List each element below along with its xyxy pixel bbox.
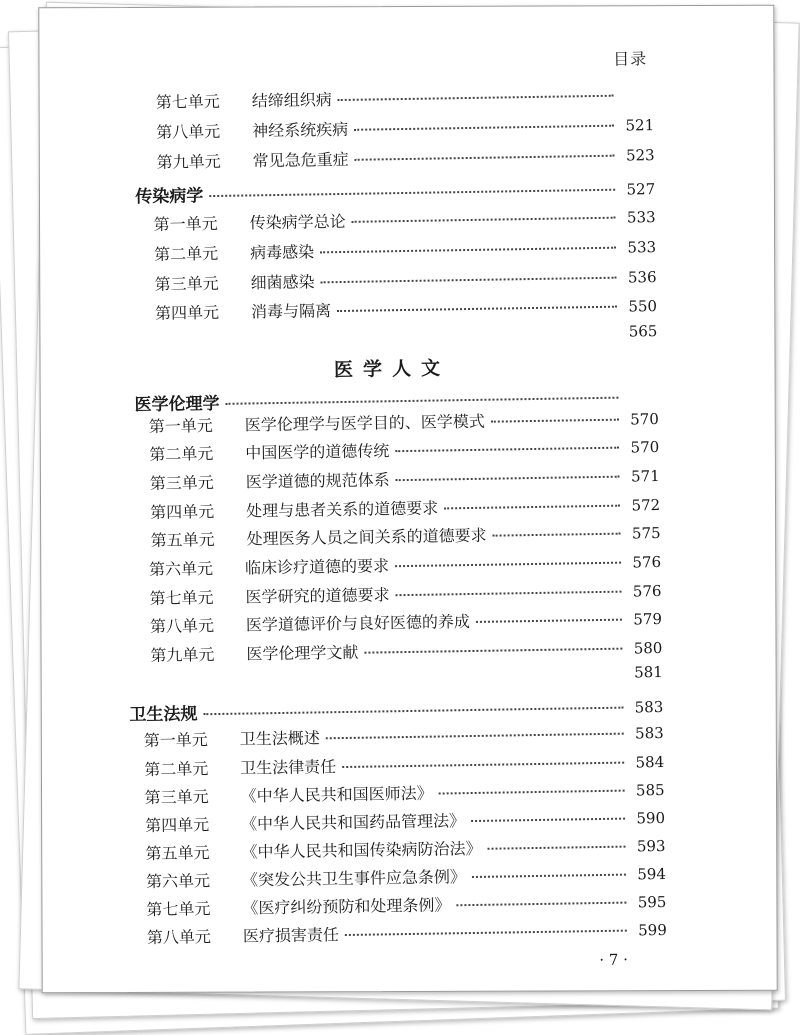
dot-leader	[352, 217, 616, 223]
toc-subject-row	[135, 174, 655, 206]
toc-unit-label: 第九单元	[150, 645, 215, 666]
toc-row	[153, 204, 655, 236]
toc-row	[156, 112, 654, 144]
toc-page-number: 575	[631, 524, 661, 543]
toc-page	[32, 0, 781, 995]
toc-entry-title: 《中华人民共和国传染病防治法》	[241, 838, 482, 862]
toc-unit-label: 第六单元	[145, 871, 211, 892]
toc-unit-label: 第五单元	[145, 843, 210, 864]
dot-leader	[338, 95, 614, 101]
toc-page-number: 583	[634, 698, 664, 717]
toc-page-number: 584	[635, 752, 665, 772]
toc-row	[150, 520, 660, 552]
toc-page-number: 590	[636, 808, 666, 828]
toc-page-number: 580	[633, 639, 663, 658]
toc-page-number: 533	[627, 238, 657, 257]
toc-page-number: 571	[630, 467, 660, 486]
toc-unit-label: 第四单元	[154, 302, 220, 323]
toc-page-number: 521	[625, 116, 655, 135]
toc-entry-title: 卫生法律责任	[240, 757, 337, 778]
toc-page-number: 594	[637, 864, 667, 884]
toc-row	[154, 234, 656, 266]
toc-subject-row	[129, 692, 663, 724]
toc-unit-label: 第八单元	[149, 616, 215, 637]
toc-page-number	[625, 402, 659, 403]
toc-row	[155, 293, 657, 325]
toc-entry-title: 医学研究的道德要求	[245, 585, 390, 607]
dot-leader	[476, 619, 622, 623]
dot-leader	[337, 306, 617, 312]
toc-page-number	[620, 100, 654, 101]
toc-row	[150, 492, 660, 524]
dot-leader	[321, 277, 617, 284]
toc-entry-title: 《中华人民共和国药品管理法》	[240, 811, 466, 834]
toc-row	[155, 322, 657, 354]
toc-subject-title: 医学伦理学	[134, 393, 220, 416]
toc-entry-title: 临床诊疗道德的要求	[244, 556, 390, 578]
dot-leader	[364, 648, 622, 654]
toc-page-number: 570	[630, 438, 660, 457]
toc-entry-title: 中国医学的道德传统	[245, 441, 390, 463]
dot-leader	[439, 790, 625, 795]
dot-leader	[354, 125, 614, 131]
toc-row	[146, 861, 666, 893]
toc-unit-label: 第四单元	[150, 502, 215, 523]
toc-row	[147, 917, 667, 949]
toc-unit-label: 第九单元	[156, 151, 221, 172]
toc-entry-title: 传染病学总论	[249, 211, 346, 233]
dot-leader	[396, 591, 622, 597]
toc-entry-title: 消毒与隔离	[250, 301, 332, 322]
toc-unit-label: 第八单元	[146, 927, 212, 948]
dot-leader	[396, 476, 620, 482]
toc-entry-title: 《中华人民共和国医师法》	[240, 783, 433, 806]
toc-page-number: 576	[632, 553, 662, 572]
toc-row	[145, 805, 665, 837]
toc-page-number: 595	[637, 892, 667, 912]
dot-leader	[203, 707, 623, 716]
toc-row	[149, 578, 661, 610]
toc-entry-title: 结缔组织病	[251, 90, 332, 111]
toc-page-number: 583	[634, 723, 664, 743]
toc-unit-label: 第一单元	[148, 416, 214, 437]
toc-row	[144, 749, 664, 781]
dot-leader	[209, 189, 615, 197]
toc-row	[150, 606, 662, 638]
toc-entry-title: 卫生法概述	[239, 728, 320, 749]
dot-leader	[472, 874, 626, 878]
toc-unit-label: 第一单元	[153, 213, 218, 234]
toc-entry-title: 医学伦理学文献	[246, 642, 359, 664]
toc-unit-label: 第二单元	[153, 243, 219, 264]
toc-page-number: 523	[625, 146, 655, 165]
toc-unit-label: 第六单元	[148, 559, 214, 580]
toc-unit-label: 第七单元	[155, 91, 220, 112]
dot-leader	[444, 505, 620, 510]
toc-page-number: 579	[633, 610, 663, 629]
toc-entry-title: 病毒感染	[249, 242, 315, 263]
dot-leader	[342, 762, 624, 768]
toc-row	[156, 82, 654, 114]
toc-entry-title: 《医疗纠纷预防和处理条例》	[242, 895, 451, 918]
toc-row	[149, 434, 659, 466]
toc-unit-label: 第五单元	[150, 530, 215, 551]
toc-unit-label: 第三单元	[144, 787, 209, 808]
toc-unit-label: 第三单元	[149, 473, 214, 494]
dot-leader	[225, 397, 618, 405]
toc-row	[144, 720, 664, 752]
dot-leader	[488, 846, 626, 850]
toc-page-number: 585	[635, 780, 665, 800]
page-number: · 7 ·	[599, 950, 629, 970]
toc-row	[151, 663, 663, 695]
dot-leader	[320, 247, 616, 254]
toc-entry-title: 处理医务人员之间关系的道德要求	[246, 525, 487, 549]
toc-unit-label: 第七单元	[149, 588, 214, 609]
section-heading: 医学人文	[333, 357, 451, 382]
toc-entry-title: 医学道德的规范体系	[245, 470, 390, 492]
toc-subject-title: 传染病学	[135, 186, 204, 208]
toc-page-number: 581	[633, 663, 663, 682]
toc-entry-title: 医学伦理学与医学目的、医学模式	[244, 411, 485, 435]
toc-subject-title: 卫生法规	[129, 704, 198, 726]
toc-entry-title: 医疗损害责任	[242, 925, 340, 946]
toc-entry-title: 细菌感染	[250, 272, 315, 293]
toc-entry-title: 神经系统疾病	[252, 119, 349, 141]
toc-row	[150, 635, 662, 667]
toc-page-number: 533	[626, 208, 656, 227]
toc-page-number: 576	[632, 582, 662, 601]
toc-entry-title: 医学道德评价与良好医德的养成	[245, 612, 471, 635]
toc-unit-label: 第一单元	[143, 730, 208, 751]
toc-page-number: 593	[636, 836, 666, 856]
toc-row	[157, 142, 655, 174]
toc-entry-title: 《突发公共卫生事件应急条例》	[241, 867, 467, 890]
toc-unit-label: 第八单元	[156, 121, 221, 142]
dot-leader	[471, 818, 625, 822]
toc-unit-label: 第二单元	[149, 444, 214, 465]
toc-unit-label: 第四单元	[144, 815, 210, 836]
dot-leader	[395, 562, 621, 568]
toc-page-number: 536	[627, 268, 657, 287]
toc-row	[150, 463, 660, 495]
toc-row	[146, 889, 666, 921]
toc-page-number: 550	[628, 297, 658, 316]
toc-row	[154, 264, 656, 296]
toc-page-number: 570	[630, 410, 659, 429]
toc-page-number: 599	[638, 920, 667, 940]
toc-unit-label: 第七单元	[146, 899, 211, 920]
toc-page-number: 565	[628, 322, 658, 341]
dot-leader	[493, 533, 621, 537]
toc-entry-title: 常见急危重症	[252, 149, 349, 171]
toc-row	[144, 777, 664, 809]
dot-leader	[326, 733, 624, 740]
toc-page-number: 527	[626, 180, 656, 199]
running-header: 目录	[612, 49, 648, 69]
dot-leader	[456, 902, 626, 907]
dot-leader	[345, 930, 627, 936]
toc-unit-label: 第三单元	[154, 273, 219, 294]
toc-row	[149, 549, 661, 581]
dot-leader	[395, 447, 619, 453]
dot-leader	[491, 419, 619, 423]
dot-leader	[355, 155, 615, 161]
toc-unit-label: 第二单元	[144, 759, 209, 780]
toc-row	[145, 833, 665, 865]
toc-page-number: 572	[631, 496, 661, 515]
toc-entry-title: 处理与患者关系的道德要求	[246, 498, 439, 521]
